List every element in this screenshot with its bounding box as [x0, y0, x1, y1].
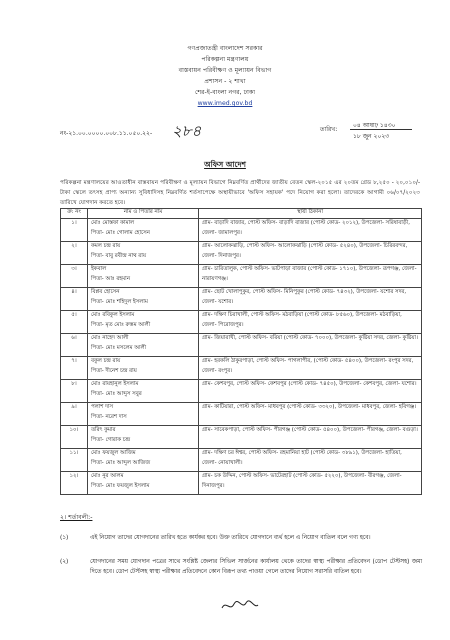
header-website-link[interactable]: www.imed.gov.bd	[197, 100, 253, 107]
address-cell: গ্রাম- বাড়াদি বাজার, পোস্ট অফিস- বাড়াদি বাজার (পোস্ট কোড- ২০১২), উপজেলা- সরিষাবাড়ী, জেলা- জামালপুর।	[199, 219, 422, 242]
address-cell: গ্রাম- কাটিয়ারা, পোস্ট অফিস- মাধবপুর (পোস্ট কোড- ৩৩২০), উপজেলা- মাধবপুর, জেলা- হবিগঞ্জ।	[199, 403, 422, 426]
conditions-heading: ২। শর্তাবলী:-	[60, 514, 93, 521]
name-cell	[88, 403, 199, 426]
serial-cell: ১২।	[61, 472, 88, 495]
serial-cell: ৭।	[61, 357, 88, 380]
father-name: পিতা- মোঃ গোলাম হোসেন	[91, 229, 150, 236]
appointee-name: কমল চন্দ্র রায়	[91, 243, 121, 249]
table-row	[61, 219, 422, 242]
appointee-name: তরিৎ কুমার	[91, 427, 116, 433]
father-name: পিতা- মোঃ আব্দুল আজিজ	[91, 459, 151, 466]
table-header-row	[61, 209, 422, 219]
serial-cell: ৬।	[61, 334, 88, 357]
table-row	[61, 380, 422, 403]
table-row	[61, 288, 422, 311]
table-row	[61, 426, 422, 449]
name-cell	[88, 288, 199, 311]
condition-number: (২)	[60, 559, 69, 565]
serial-cell: ৮।	[61, 380, 88, 403]
header-division: বাস্তবায়ন পরিবীক্ষণ ও মূল্যায়ন বিভাগ	[178, 67, 272, 74]
memo-reference: নং-২১.০০.০০০০.০০৮.১১.০৫০.২২-	[60, 130, 153, 137]
table-row	[61, 334, 422, 357]
address-cell: গ্রাম- দক্ষিণ চর ঈশ্বর, পোস্ট অফিস- রহমানিয়া হাট (পোস্ট কোড- ৩৮৯১), উপজেলা- হাতিয়া, জেলা- নোয়াখালী।	[199, 449, 422, 472]
serial-cell: ৩।	[61, 265, 88, 288]
table-row	[61, 472, 422, 495]
name-cell	[88, 334, 199, 357]
father-name: পিতা- মোঃ ফয়জুল ইসলাম	[91, 482, 150, 489]
condition-text: এই নিয়োগ তাদের যোগদানের তারিখ হতে কার্যকর হবে। উক্ত তারিখে যোগদানে ব্যর্থ হলে এ নিয়োগ বাতিল বলে গণ্য হবে।	[90, 535, 371, 541]
name-cell	[88, 380, 199, 403]
header-ministry: পরিকল্পনা মন্ত্রণালয়	[201, 56, 249, 63]
father-name: পিতা- মৃত মোঃ রুস্তম আলী	[91, 321, 151, 328]
address-cell: গ্রাম- ছোট খোলাপুকুর, পোস্ট অফিস- মিনিপুকুর (পোস্ট কোড- ৭৪৩২), উপজেলা- যশোর সদর, জেলা- যশোর।	[199, 288, 422, 311]
name-cell	[88, 219, 199, 242]
appointee-name: মোঃ মোস্তফা কামাল	[91, 220, 135, 226]
serial-cell: ১।	[61, 219, 88, 242]
date-label: তারিখ:	[320, 126, 338, 133]
header-branch: প্রশাসন - ২ শাখা	[204, 78, 246, 85]
table-row	[61, 265, 422, 288]
address-cell: গ্রাম- জিয়ারাখী, পোস্ট অফিস- বরিয়া (পোস্ট কোড- ৭০০০), উপজেলা- কুষ্টিয়া সদর, জেলা- কুষ্টিয়া।	[199, 334, 422, 357]
serial-cell: ২।	[61, 242, 88, 265]
address-cell: গ্রাম- দক্ষিণ চিরাখালী, পোস্ট অফিস- মঠবাড়িয়া (পোস্ট কোড- ৮৫৬০), উপজেলা- মঠবাড়িয়া, জেলা- পিরোজপুর।	[199, 311, 422, 334]
name-cell	[88, 472, 199, 495]
document-title: অফিস আদেশ	[204, 160, 246, 169]
name-cell	[88, 357, 199, 380]
address-cell: গ্রাম- চক উদ্দিন, পোস্ট অফিস- ভাটেরহাট (পোস্ট কোড- ৫২২০), উপজেলা- বীরগঞ্জ, জেলা- দিনাজপুর।	[199, 472, 422, 495]
signature-scribble	[220, 598, 260, 614]
father-name: পিতা- মোঃ শহিদুল ইসলাম	[91, 298, 148, 305]
father-name: পিতা- মোঃ মসলেম আলী	[91, 344, 147, 351]
father-name: পিতা- বাবু রবীন্দ্র নাথ রায়	[91, 252, 147, 259]
table-row	[61, 357, 422, 380]
name-cell	[88, 426, 199, 449]
appointees-table	[60, 208, 422, 495]
table-row	[61, 311, 422, 334]
father-name: পিতা- গোরাক চন্দ্র	[91, 436, 131, 443]
appointee-name: পলাশ দাস	[91, 404, 114, 410]
father-name: পিতা- আঃ রহমান	[91, 275, 130, 282]
serial-cell: ৪।	[61, 288, 88, 311]
header-name: নাম ও পিতার নাম	[88, 209, 199, 219]
appointee-name: বকুল চন্দ্র রায়	[91, 358, 121, 364]
table-row	[61, 403, 422, 426]
serial-cell: ১১।	[61, 449, 88, 472]
address-cell: গ্রাম- আলোকঝাড়ি, পোস্ট অফিস- আলোকঝাড়ি (পোস্ট কোড- ৫২৪০), উপজেলা- চিরিরবন্দর, জেলা- দিনাজপুর।	[199, 242, 422, 265]
header-address: শের-ই-বাংলা নগর, ঢাকা	[194, 89, 256, 96]
table-row	[61, 242, 422, 265]
header-serial: ক্র: নং	[61, 209, 88, 219]
appointee-name: মোঃ রবিকুল ইসলাম	[91, 312, 135, 318]
appointee-name: মোঃ নুর আলম	[91, 473, 124, 479]
name-cell	[88, 311, 199, 334]
serial-cell: ১০।	[61, 426, 88, 449]
condition-text: যোগদানের সময় যোগদান পত্রের সাথে সংশ্লিষ্ট জেলার সিভিল সার্জনের কার্যালয় থেকে তাদের স্বাস্থ্য পরীক্ষার প্রতিবেদন (ডোপ টেস্টসহ) জমা দিতে হবে। ডোপ টেস্টসহ স্বাস্থ্য পরীক্ষার প্রতিবেদনে কোন বিরূপ তথ্য পাওয়া গেলে তাদের নিয়োগ সরাসরি বাতিল হবে।	[90, 559, 422, 575]
condition-number: (১)	[60, 535, 69, 541]
name-cell	[88, 449, 199, 472]
header-government: গণপ্রজাতন্ত্রী বাংলাদেশ সরকার	[187, 45, 263, 52]
intro-paragraph: পরিকল্পনা মন্ত্রণালয়ের আওতাধীন বাস্তবায়ন পরিবীক্ষণ ও মূল্যায়ন বিভাগে নিম্নবর্ণিত প্রার্থীদের জাতীয় বেতন স্কেল-২০১৫ এর ২০তম গ্রেড ৮,২৫০ - ২০,০১০/- টাকা স্কেলে তৎসহ প্রাপ্য অন্যান্য সুবিধাদিসহ নিম্নবর্ণিত শর্তসাপেক্ষে অস্থায়ীভাবে 'অফিস সহায়ক' পদে নিয়োগ করা হলো। তাদেরকে আগামী ০৬/০৭/২০২৩ তারিখে যোগদান করতে হবে।	[60, 180, 420, 206]
date-gregorian: ১৮ জুন ২০২৩	[353, 133, 390, 140]
table-row	[61, 449, 422, 472]
serial-cell: ৫।	[61, 311, 88, 334]
appointee-name: মোঃ নাহেদ আলী	[91, 335, 129, 341]
appointee-name: ইকবাল	[91, 266, 107, 272]
header-address: স্থায়ী ঠিকানা	[199, 209, 422, 219]
memo-number-handwritten: ২৮৪	[172, 122, 202, 140]
appointee-name: মোঃ রায়হানুল ইসলাম	[91, 381, 139, 387]
address-cell: গ্রাম- সাবেকপাড়া, পোস্ট অফিস- পীরগঞ্জ (পোস্ট কোড- ৫৪০০), উপজেলা- পীরগঞ্জ, জেলা- বগুড়া।	[199, 426, 422, 449]
father-name: পিতা- নরেশ দাস	[91, 413, 127, 420]
address-cell: গ্রাম- কেশবপুর, পোস্ট অফিস- কেশবপুর (পোস্ট কোড- ৭৪৫০), উপজেলা- কেশবপুর, জেলা- যশোর।	[199, 380, 422, 403]
name-cell	[88, 265, 199, 288]
address-cell: গ্রাম- চারিতালুক, পোস্ট অফিস- ভাটপাড়া বাজার (পোস্ট কোড- ১৭১০), উপজেলা- রূপগঞ্জ, জেলা- নারায়ণগঞ্জ।	[199, 265, 422, 288]
name-cell	[88, 242, 199, 265]
appointee-name: বিপ্লব হোসেন	[91, 289, 120, 295]
serial-cell: ৯।	[61, 403, 88, 426]
date-divider	[350, 129, 412, 130]
father-name: পিতা- দীনেশ চন্দ্র রায়	[91, 367, 137, 374]
appointee-name: মোঃ ফয়জুল আজিম	[91, 450, 136, 456]
father-name: পিতা- মোঃ আব্দুস সবুর	[91, 390, 142, 397]
table-body	[61, 219, 422, 495]
address-cell: গ্রাম- হরকলি ঠাকুরপাড়া, পোস্ট অফিস- পাগলাপীর, (পোস্ট কোড- ৫৪০০), উপজেলা- রংপুর সদর, জেলা- রংপুর।	[199, 357, 422, 380]
date-bangla: ০৪ আষাঢ় ১৪৩০	[353, 122, 396, 129]
